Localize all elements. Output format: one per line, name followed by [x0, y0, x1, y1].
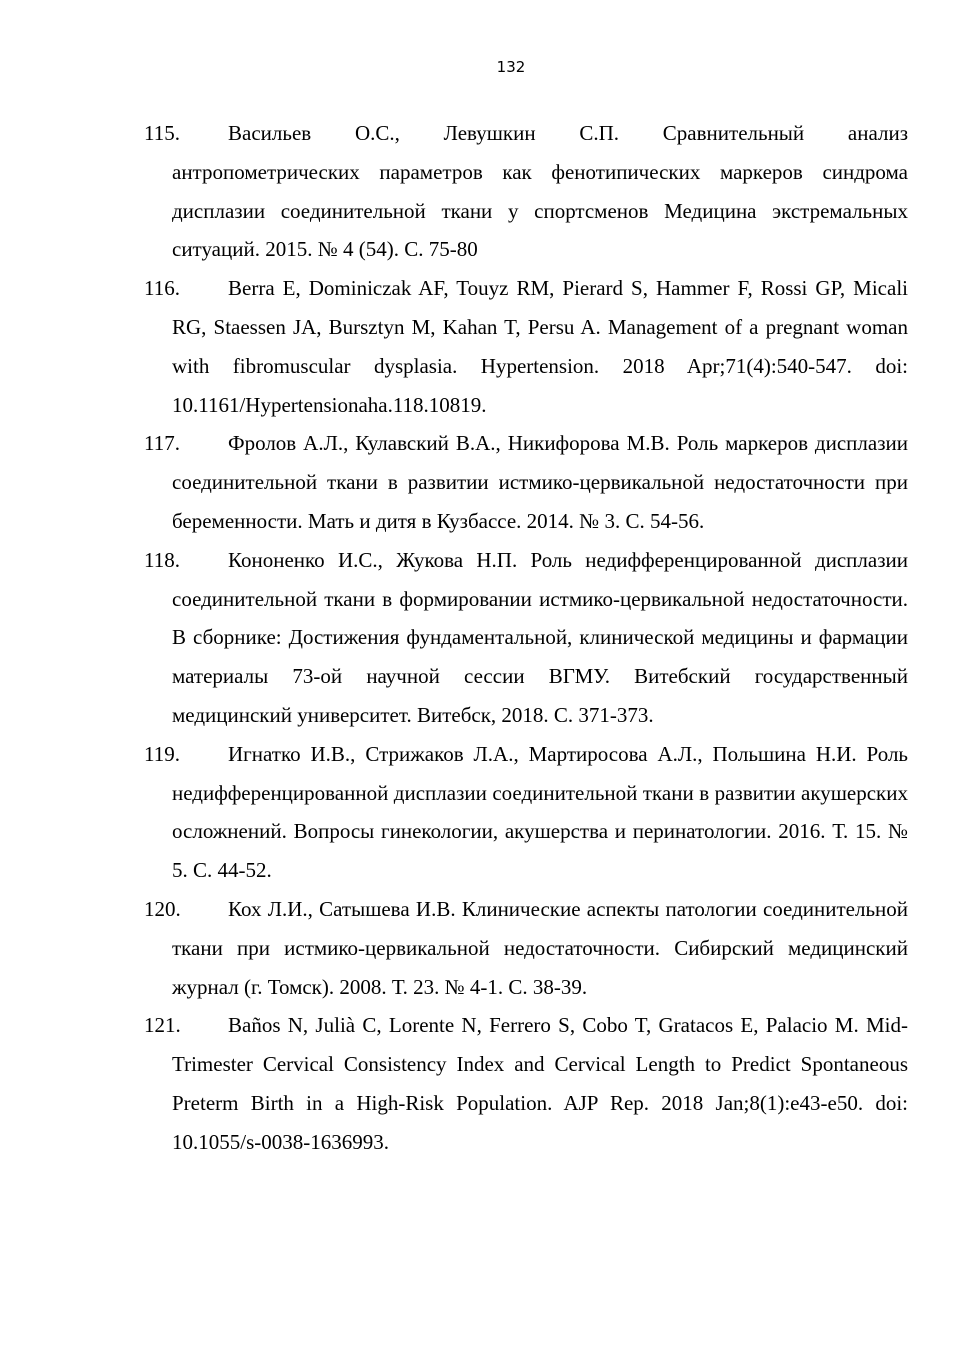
reference-item — [144, 269, 908, 424]
reference-text: Кох Л.И., Сатышева И.В. Клинические аспекты патологии соединительной ткани при истмико-цервикальной недостаточности. Сибирский медицинский журнал (г. Томск). 2008. Т. 23. № 4-1. С. 38-39. — [172, 896, 908, 999]
reference-number: 118. — [144, 547, 180, 572]
reference-number: 117. — [144, 431, 180, 456]
reference-item — [144, 541, 908, 735]
reference-list — [144, 114, 908, 1162]
reference-item — [144, 114, 908, 269]
reference-text: Кононенко И.С., Жукова Н.П. Роль недифференцированной дисплазии соединительной ткани в формировании истмико-цервикальной недостаточности. В сборнике: Достижения фундаментальной, клинической медицины и фармации материалы 73-ой научной сессии ВГМУ. Витебский государственный медицинский университет. Витебск, 2018. С. 371-373. — [172, 547, 908, 727]
page-number: 132 — [496, 58, 526, 76]
reference-number: 116. — [144, 276, 180, 301]
reference-number: 120. — [144, 896, 181, 921]
reference-text: Фролов А.Л., Кулавский В.А., Никифорова М.В. Роль маркеров дисплазии соединительной ткани в развитии истмико-цервикальной недостаточности при беременности. Мать и дитя в Кузбассе. 2014. № 3. С. 54-56. — [172, 431, 908, 533]
reference-number: 119. — [144, 741, 180, 766]
reference-number: 115. — [144, 121, 180, 145]
reference-text: Игнатко И.В., Стрижаков Л.А., Мартиросова А.Л., Польшина Н.И. Роль недифференцированной дисплазии соединительной ткани в развитии акушерских осложнений. Вопросы гинекологии, акушерства и перинатологии. 2016. Т. 15. № 5. С. 44-52. — [172, 741, 908, 883]
reference-text: Berra E, Dominiczak AF, Touyz RM, Pierard S, Hammer F, Rossi GP, Micali RG, Staessen JA, Bursztyn M, Kahan T, Persu A. Management of a pregnant woman with fibromuscular dysplasia. Hypertension. 2018 Apr;71(4):540-547. doi: 10.1161/Hypertensionaha.118.10819. — [172, 276, 908, 417]
reference-number: 121. — [144, 1013, 181, 1038]
reference-item — [144, 1006, 908, 1161]
reference-item — [144, 735, 908, 890]
reference-item — [144, 890, 908, 1006]
reference-item — [144, 424, 908, 540]
reference-text: Baños N, Julià C, Lorente N, Ferrero S, Cobo T, Gratacos E, Palacio M. Mid-Trimester Cervical Consistency Index and Cervical Length to Predict Spontaneous Preterm Birth in a High-Risk Population. AJP Rep. 2018 Jan;8(1):e43-e50. doi: 10.1055/s-0038-1636993. — [172, 1013, 908, 1154]
reference-text: Васильев О.С., Левушкин С.П. Сравнительный анализ антропометрических параметров как фенотипических маркеров синдрома дисплазии соединительной ткани у спортсменов Медицина экстремальных ситуаций. 2015. № 4 (54). С. 75-80 — [172, 121, 908, 262]
